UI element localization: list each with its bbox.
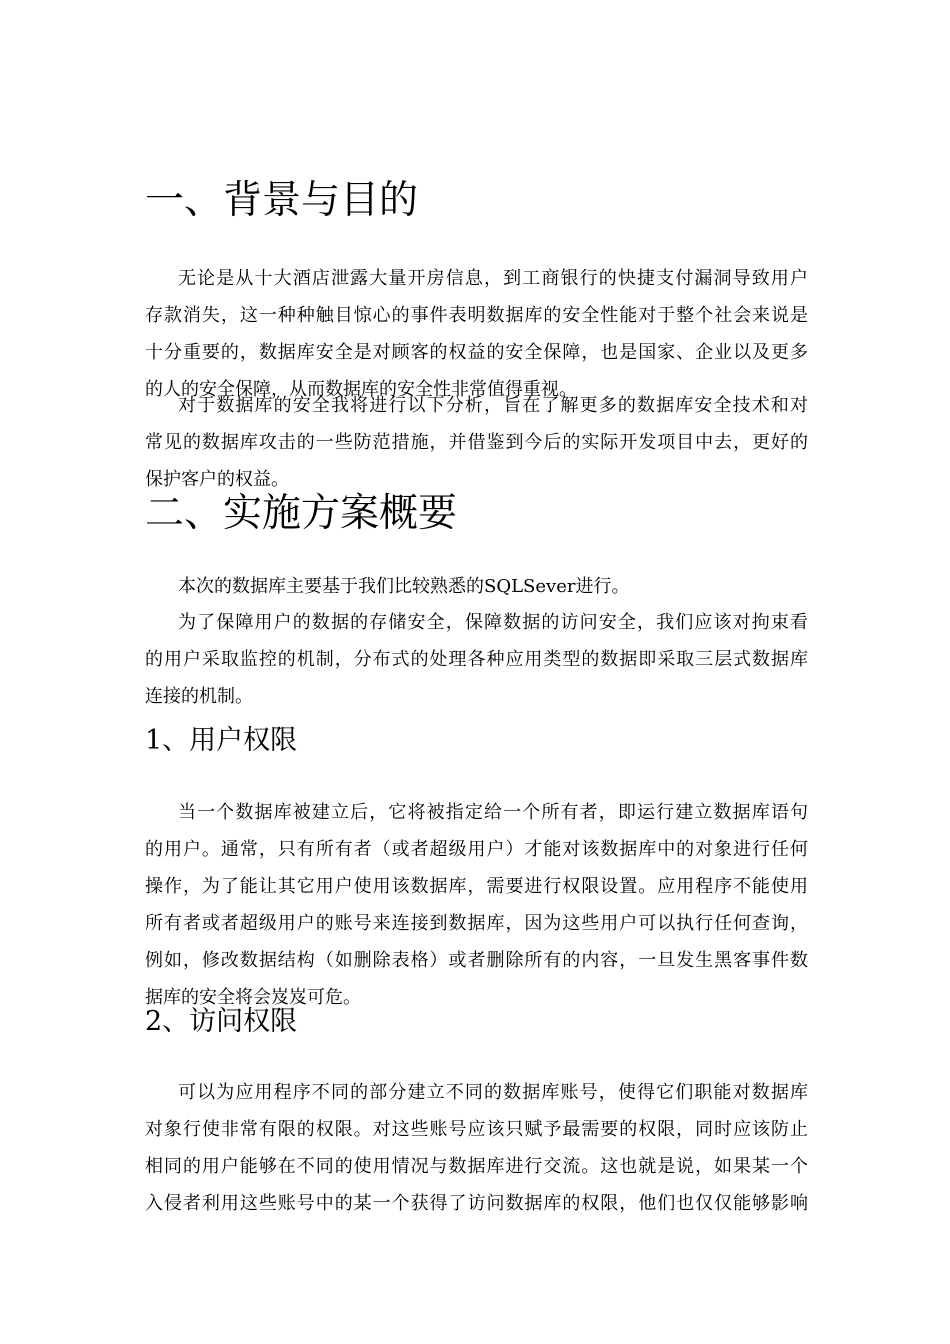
paragraph-background-1 [145,260,808,408]
text-line: 当一个数据库被建立后，它将被指定给一个所有者，即运行建立数据库语句 [178,802,808,823]
subsection-title-user-permission: 1、用户权限 [145,725,298,756]
text-line: 十分重要的，数据库安全是对顾客的权益的安全保障，也是国家、企业以及更多 [145,342,808,363]
paragraph-plan-2 [145,604,808,715]
text-line: 的用户采取监控的机制，分布式的处理各种应用类型的数据即采取三层式数据库 [145,649,808,670]
paragraph-plan-1 [145,568,808,605]
text-line: 存款消失，这一种种触目惊心的事件表明数据库的安全性能对于整个社会来说是 [145,305,808,326]
text-line: 对于数据库的安全我将进行以下分析，旨在了解更多的数据库安全技术和对 [178,395,808,416]
text-line: 本次的数据库主要基于我们比较熟悉的SQLSever进行。 [178,576,630,597]
paragraph-background-2 [145,387,808,498]
text-line: 入侵者利用这些账号中的某一个获得了访问数据库的权限，他们也仅仅能够影响 [145,1193,808,1214]
text-line: 所有者或者超级用户的账号来连接到数据库，因为这些用户可以执行任何查询， [145,913,808,934]
text-line: 保护客户的权益。 [145,469,289,490]
text-line: 为了保障用户的数据的存储安全，保障数据的访问安全，我们应该对拘束看 [178,612,808,633]
text-line: 常见的数据库攻击的一些防范措施，并借鉴到今后的实际开发项目中去，更好的 [145,432,808,453]
text-line: 可以为应用程序不同的部分建立不同的数据库账号，使得它们职能对数据库 [178,1082,808,1103]
text-line: 的人的安全保障，从而数据库的安全性非常值得重视。 [145,379,577,400]
text-line: 对象行使非常有限的权限。对这些账号应该只赋予最需要的权限，同时应该防止 [145,1119,808,1140]
section-title-background: 一、背景与目的 [145,178,419,223]
paragraph-user-permission [145,794,808,1016]
text-line: 操作，为了能让其它用户使用该数据库，需要进行权限设置。应用程序不能使用 [145,876,808,897]
text-line: 相同的用户能够在不同的使用情况与数据库进行交流。这也就是说，如果某一个 [145,1156,808,1177]
subsection-title-access-permission: 2、访问权限 [145,1006,298,1037]
section-title-plan: 二、实施方案概要 [145,491,458,536]
text-line: 据库的安全将会岌岌可危。 [145,987,361,1008]
text-line: 无论是从十大酒店泄露大量开房信息，到工商银行的快捷支付漏洞导致用户 [178,268,808,289]
paragraph-access-permission [145,1074,808,1222]
text-line: 的用户。通常，只有所有者（或者超级用户）才能对该数据库中的对象进行任何 [145,839,808,860]
text-line: 连接的机制。 [145,686,253,707]
text-line: 例如，修改数据结构（如删除表格）或者删除所有的内容，一旦发生黑客事件数 [145,950,808,971]
